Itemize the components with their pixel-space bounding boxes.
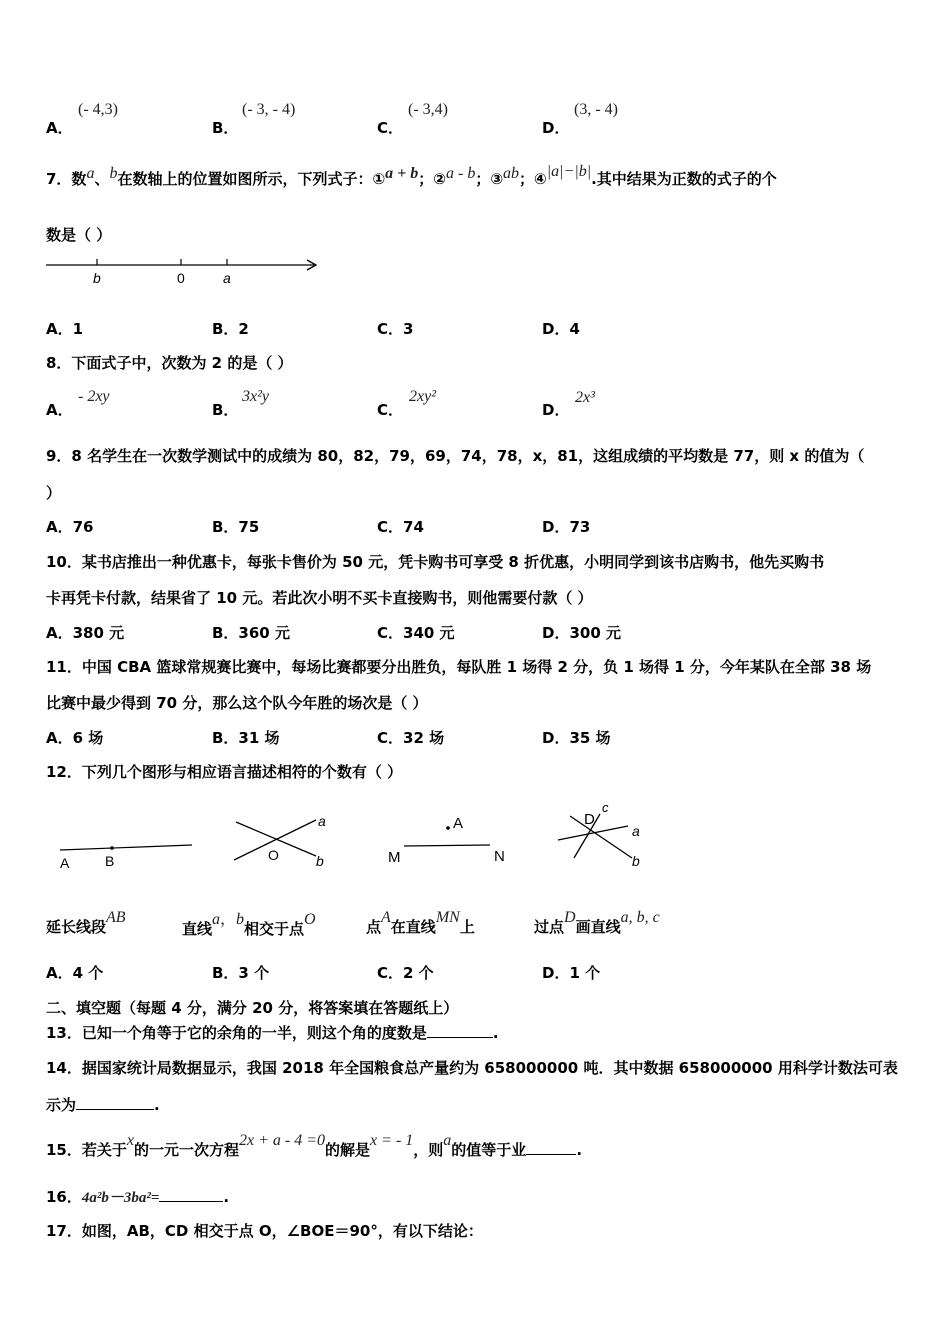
fig4-label-a: a xyxy=(632,823,640,839)
q7-var-b: b xyxy=(109,165,118,182)
q9-option-c: C．74 xyxy=(377,518,424,536)
q12-caption-1 xyxy=(46,909,126,937)
q7-stem-line1 xyxy=(46,163,777,189)
q6-option-b-math: (- 3, - 4) xyxy=(242,101,296,118)
q7-option-d: D．4 xyxy=(542,320,580,338)
q7-sep: 、 xyxy=(94,170,110,188)
q7-stem-line2: 数是（ ） xyxy=(46,226,112,244)
q7-number-line xyxy=(44,252,324,288)
q8-option-d-math: 2x³ xyxy=(575,389,595,406)
q8-option-a-letter: A． xyxy=(46,401,73,419)
fig3-label-n: N xyxy=(494,848,505,865)
caption3-text2: 在直线 xyxy=(390,918,436,936)
q7-mid: 在数轴上的位置如图所示，下列式子：① xyxy=(117,170,386,188)
q12-figure-4 xyxy=(552,800,652,874)
caption4-text1: 过点 xyxy=(534,918,565,936)
q15-t2: 的一元一次方程 xyxy=(133,1141,239,1159)
q16 xyxy=(46,1186,229,1207)
q8-option-a-math: - 2xy xyxy=(78,388,110,405)
q13-answer-blank xyxy=(427,1023,493,1038)
caption3-text1: 点 xyxy=(366,918,382,936)
fig3-label-a: A xyxy=(453,815,464,832)
q15-m1: x xyxy=(126,1132,134,1149)
q11-stem-line2: 比赛中最少得到 70 分，那么这个队今年胜的场次是（ ） xyxy=(46,694,428,712)
q12-option-d: D．1 个 xyxy=(542,964,601,982)
caption3-m2: MN xyxy=(435,909,460,926)
q7-option-a: A．1 xyxy=(46,320,84,338)
q15-t1: 15．若关于 xyxy=(46,1141,127,1159)
q15-m4: a xyxy=(443,1132,452,1149)
q7-expr4: |a|−|b| xyxy=(546,163,592,180)
q15 xyxy=(46,1132,583,1160)
q7-expr3: ab xyxy=(503,165,520,182)
q10-stem-line2: 卡再凭卡付款，结果省了 10 元。若此次小明不买卡直接购书，则他需要付款（ ） xyxy=(46,589,593,607)
q12-option-a: A．4 个 xyxy=(46,964,104,982)
q13-end: . xyxy=(492,1024,499,1042)
q7-expr1: a + b xyxy=(385,165,419,182)
fig4-line-a xyxy=(558,826,628,840)
fig1-point-b xyxy=(110,846,114,850)
q12-option-b: B．3 个 xyxy=(212,964,270,982)
q16-expr: 4a²b－3ba²= xyxy=(81,1190,160,1206)
caption1-math: AB xyxy=(106,909,126,926)
fig3-point-a xyxy=(446,826,450,830)
q10-option-a: A．380 元 xyxy=(46,624,125,642)
q10-stem-line1: 10．某书店推出一种优惠卡，每张卡售价为 50 元，凭卡购书可享受 8 折优惠，小明同学到该书店购书，他先买购书 xyxy=(46,553,825,571)
fig2-label-o: O xyxy=(268,847,279,863)
q11-option-a: A．6 场 xyxy=(46,729,104,747)
number-line-label-a: a xyxy=(223,270,231,286)
q12-caption-3 xyxy=(366,909,475,937)
q12-figure-1 xyxy=(52,830,202,872)
caption2-m2: b xyxy=(236,911,245,928)
caption2-text1: 直线 xyxy=(182,920,213,938)
q15-t5: 的值等于业 xyxy=(451,1141,527,1159)
q16-end: . xyxy=(223,1188,230,1206)
fig4-label-d: D xyxy=(584,811,595,828)
q10-option-c: C．340 元 xyxy=(377,624,455,642)
caption4-m2: a, b, c xyxy=(620,909,660,926)
q10-option-d: D．300 元 xyxy=(542,624,621,642)
caption1-text: 延长线段 xyxy=(46,918,107,936)
q9-stem-line2: ） xyxy=(46,484,62,502)
q15-t4: ，则 xyxy=(413,1141,444,1159)
q6-option-c-math: (- 3,4) xyxy=(408,101,448,118)
q7-semi1: ；② xyxy=(418,170,446,188)
q15-end: . xyxy=(576,1141,583,1159)
q13 xyxy=(46,1022,499,1043)
fig1-line xyxy=(60,845,192,850)
q11-stem-line1: 11．中国 CBA 篮球常规赛比赛中，每场比赛都要分出胜负，每队胜 1 场得 2 分，负 1 场得 1 分，今年某队在全部 38 场 xyxy=(46,658,872,676)
q14-text: 示为 xyxy=(46,1096,77,1114)
q12-option-c: C．2 个 xyxy=(377,964,434,982)
fig3-label-m: M xyxy=(388,849,401,866)
q11-option-c: C．32 场 xyxy=(377,729,445,747)
q14-stem-line1: 14．据国家统计局数据显示，我国 2018 年全国粮食总产量约为 658000000 吨．其中数据 658000000 用科学计数法可表 xyxy=(46,1059,898,1077)
fig1-label-b: B xyxy=(105,853,115,869)
caption3-m1: A xyxy=(381,909,391,926)
caption4-m1: D xyxy=(564,909,576,926)
caption2-sep: ， xyxy=(220,911,237,928)
q12-caption-4 xyxy=(534,909,660,937)
q9-stem-line1: 9．8 名学生在一次数学测试中的成绩为 80，82，79，69，74，78，x，81，这组成绩的平均数是 77，则 x 的值为（ xyxy=(46,447,865,465)
q15-answer-blank xyxy=(526,1140,576,1155)
fig4-label-b: b xyxy=(632,853,640,869)
q6-option-d-letter: D． xyxy=(542,119,570,137)
q14-line2 xyxy=(46,1094,160,1115)
caption2-text2: 相交于点 xyxy=(244,920,305,938)
q15-m2: 2x + a - 4 =0 xyxy=(239,1132,326,1149)
q12-caption-2 xyxy=(182,911,316,939)
q15-m3: x = - 1 xyxy=(370,1132,414,1149)
q12-stem: 12．下列几个图形与相应语言描述相符的个数有（ ） xyxy=(46,763,403,781)
q17-stem: 17．如图，AB，CD 相交于点 O，∠BOE＝90°，有以下结论： xyxy=(46,1222,483,1240)
section2-heading: 二、填空题（每题 4 分，满分 20 分，将答案填在答题纸上） xyxy=(46,999,459,1017)
caption2-m3: O xyxy=(304,911,316,928)
q10-option-b: B．360 元 xyxy=(212,624,290,642)
q14-answer-blank xyxy=(76,1095,154,1110)
fig4-line-b xyxy=(570,816,632,858)
fig2-label-b: b xyxy=(316,853,324,869)
q6-option-b-letter: B． xyxy=(212,119,239,137)
q7-semi2: ；③ xyxy=(475,170,504,188)
q8-option-c-math: 2xy² xyxy=(409,388,436,405)
q8-option-c-letter: C． xyxy=(377,401,404,419)
q13-text: 13．已知一个角等于它的余角的一半，则这个角的度数是 xyxy=(46,1024,427,1042)
fig1-label-a: A xyxy=(60,855,70,871)
q9-option-b: B．75 xyxy=(212,518,260,536)
q7-prefix: 7．数 xyxy=(46,170,87,188)
q8-option-d-letter: D． xyxy=(542,401,570,419)
caption3-text3: 上 xyxy=(459,918,475,936)
q11-option-b: B．31 场 xyxy=(212,729,280,747)
fig3-line-mn xyxy=(404,845,490,846)
q7-var-a: a xyxy=(86,165,95,182)
number-line-label-zero: 0 xyxy=(177,270,185,286)
fig2-label-a: a xyxy=(318,813,326,829)
q9-option-d: D．73 xyxy=(542,518,591,536)
q8-option-b-letter: B． xyxy=(212,401,239,419)
q9-option-a: A．76 xyxy=(46,518,94,536)
q16-prefix: 16． xyxy=(46,1188,82,1206)
fig4-label-c: c xyxy=(602,800,609,815)
q16-answer-blank xyxy=(159,1187,223,1202)
number-line-label-b: b xyxy=(93,270,101,286)
q7-semi3: ；④ xyxy=(519,170,547,188)
q6-option-a-math: (- 4,3) xyxy=(78,101,118,118)
caption4-text2: 画直线 xyxy=(575,918,621,936)
q7-suffix: .其中结果为正数的式子的个 xyxy=(591,170,777,188)
q12-figure-2 xyxy=(228,810,338,872)
q6-option-a-letter: A． xyxy=(46,119,73,137)
q6-option-d-math: (3, - 4) xyxy=(574,101,618,118)
q8-stem: 8．下面式子中，次数为 2 的是（ ） xyxy=(46,354,293,372)
q7-option-c: C．3 xyxy=(377,320,414,338)
q8-option-b-math: 3x²y xyxy=(242,388,269,405)
q15-t3: 的解是 xyxy=(325,1141,371,1159)
q14-end: . xyxy=(154,1096,160,1114)
q7-expr2: a - b xyxy=(445,165,476,182)
q11-option-d: D．35 场 xyxy=(542,729,611,747)
q12-figure-3 xyxy=(384,808,514,870)
q7-option-b: B．2 xyxy=(212,320,249,338)
q6-option-c-letter: C． xyxy=(377,119,404,137)
caption2-m1: a xyxy=(212,911,221,928)
